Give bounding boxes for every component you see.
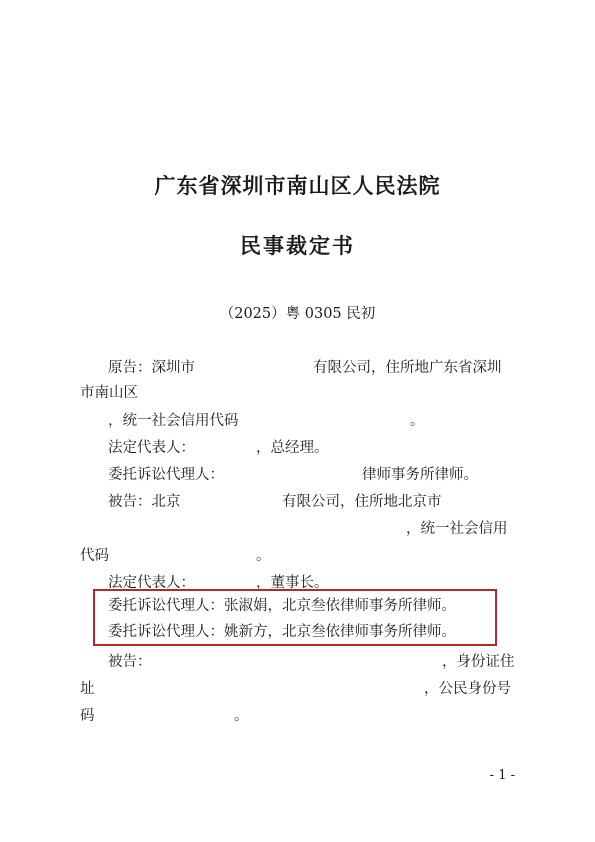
page-number: - 1 - bbox=[489, 768, 515, 783]
defendant1-agent-2: 委托诉讼代理人：姚新方，北京叁依律师事务所律师。 bbox=[108, 624, 456, 640]
defendant2-code-end: 。 bbox=[234, 708, 249, 724]
defendant1-code-label: 代码 bbox=[80, 548, 109, 564]
plaintiff-credit-code-end: 。 bbox=[410, 413, 425, 429]
defendant2-code-label: 码 bbox=[80, 708, 95, 724]
defendant1-legal-rep-label: 法定代表人： bbox=[108, 575, 195, 591]
document-type-title: 民事裁定书 bbox=[240, 233, 355, 258]
defendant1-company-suffix: 有限公司，住所地北京市 bbox=[282, 494, 442, 510]
plaintiff-company-suffix: 有限公司，住所地广东省深圳 bbox=[313, 360, 502, 376]
defendant1-code-end: 。 bbox=[256, 548, 271, 564]
defendant1-label: 被告：北京 bbox=[108, 494, 181, 510]
defendant2-id-number-label: ，公民身份号 bbox=[424, 681, 511, 697]
defendant2-address-label: 址 bbox=[80, 681, 95, 697]
plaintiff-address-district: 市南山区 bbox=[80, 385, 138, 401]
plaintiff-agent-label: 委托诉讼代理人： bbox=[108, 467, 224, 483]
defendant2-label: 被告： bbox=[108, 654, 152, 670]
defendant1-credit-code-label: ，统一社会信用 bbox=[406, 521, 508, 537]
plaintiff-credit-code-label: ，统一社会信用代码 bbox=[108, 413, 239, 429]
defendant1-legal-rep-title: ，董事长。 bbox=[256, 575, 329, 591]
plaintiff-agent-firm: 律师事务所律师。 bbox=[362, 467, 478, 483]
plaintiff-legal-rep-title: ，总经理。 bbox=[256, 440, 329, 456]
plaintiff-label: 原告：深圳市 bbox=[108, 360, 195, 376]
case-number: （2025）粤 0305 民初 bbox=[219, 306, 376, 322]
plaintiff-legal-rep-label: 法定代表人： bbox=[108, 440, 195, 456]
defendant2-id-address-label: ，身份证住 bbox=[442, 654, 515, 670]
defendant1-agent-1: 委托诉讼代理人：张淑娟，北京叁依律师事务所律师。 bbox=[108, 598, 456, 614]
court-name: 广东省深圳市南山区人民法院 bbox=[154, 173, 441, 198]
